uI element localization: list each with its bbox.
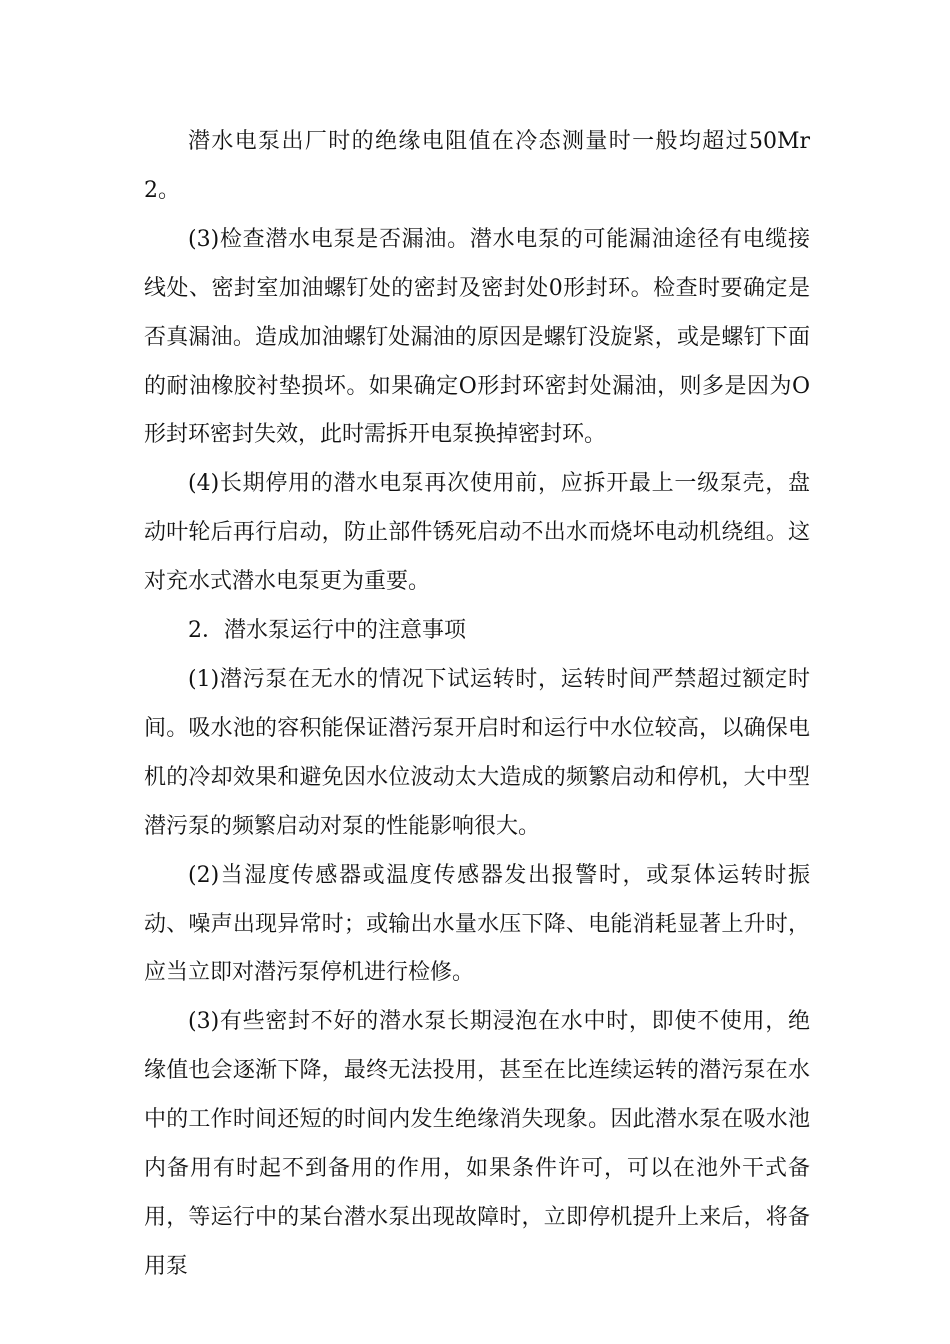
paragraph-oil-leak-check: (3)检查潜水电泵是否漏油。潜水电泵的可能漏油途径有电缆接线处、密封室加油螺钉处的密封及密封处0形封环。检查时要确定是否真漏油。造成加油螺钉处漏油的原因是螺钉没旋紧，或是螺钉下面的耐油橡胶衬垫损坏。如果确定O形封环密封处漏油，则多是因为O形封环密封失效，此时需拆开电泵换掉密封环。 bbox=[144, 226, 810, 448]
paragraph-standby-insulation: (3)有些密封不好的潜水泵长期浸泡在水中时，即使不使用，绝缘值也会逐渐下降，最终无法投用，甚至在比连续运转的潜污泵在水中的工作时间还短的时间内发生绝缘消失现象。因此潜水泵在吸水池内备用有时起不到备用的作用，如果条件许可，可以在池外干式备用，等运行中的某台潜水泵出现故障时，立即停机提升上来后，将备用泵 bbox=[144, 1009, 810, 1279]
paragraph-long-idle-restart: (4)长期停用的潜水电泵再次使用前，应拆开最上一级泵壳，盘动叶轮后再行启动，防止部件锈死启动不出水而烧坏电动机绕组。这对充水式潜水电泵更为重要。 bbox=[144, 471, 810, 595]
section-heading-operation-notes: 2．潜水泵运行中的注意事项 bbox=[188, 618, 466, 644]
document-body bbox=[144, 118, 810, 1292]
paragraph-insulation-resistance: 潜水电泵出厂时的绝缘电阻值在冷态测量时一般均超过50Mr2。 bbox=[144, 129, 810, 203]
paragraph-sensor-alarm: (2)当湿度传感器或温度传感器发出报警时，或泵体运转时振动、噪声出现异常时；或输出水量水压下降、电能消耗显著上升时，应当立即对潜污泵停机进行检修。 bbox=[144, 862, 810, 986]
paragraph-dry-run: (1)潜污泵在无水的情况下试运转时，运转时间严禁超过额定时间。吸水池的容积能保证潜污泵开启时和运行中水位较高，以确保电机的冷却效果和避免因水位波动太大造成的频繁启动和停机，大中型潜污泵的频繁启动对泵的性能影响很大。 bbox=[144, 666, 810, 839]
